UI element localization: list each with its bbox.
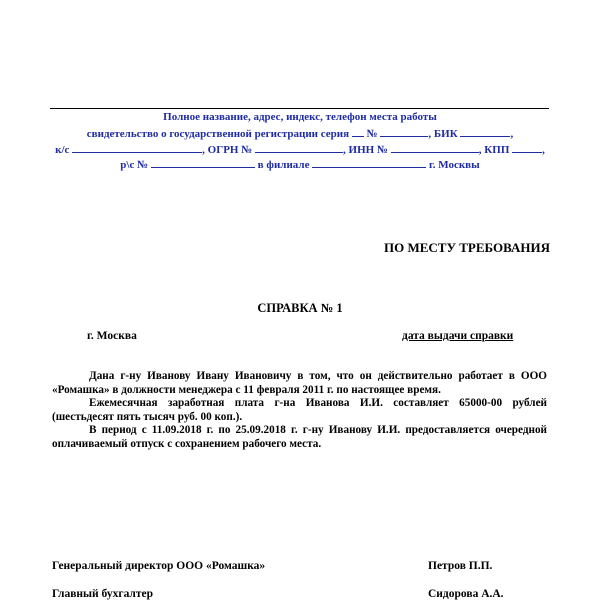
director-title: Генеральный директор ООО «Ромашка» [52, 560, 266, 572]
kpp-blank [512, 142, 542, 153]
bik-label: БИК [433, 128, 458, 140]
kpp-label: КПП [484, 144, 510, 156]
branch-city: г. Москвы [428, 159, 480, 171]
document-title: СПРАВКА № 1 [257, 301, 343, 315]
body-paragraph-salary: Ежемесячная заработная плата г-на Иванова И.И. составляет 65000-00 рублей (шестьдесят пять тысяч руб. 00 коп.). [52, 397, 547, 423]
addressee: ПО МЕСТУ ТРЕБОВАНИЯ [384, 240, 551, 255]
rs-label: р\с № [120, 159, 149, 171]
issue-date: дата выдачи справки [402, 330, 514, 342]
ks-blank [72, 142, 202, 153]
place-of-issue: г. Москва [87, 330, 137, 342]
letterhead-registration-line: свидетельство о государственной регистрации серия № , БИК , [86, 128, 514, 140]
series-blank [352, 126, 364, 137]
letterhead-accounts-line: к/с , ОГРН № , ИНН № , КПП , [55, 144, 545, 156]
inn-label: ИНН № [348, 144, 389, 156]
letterhead-top-rule [50, 108, 549, 109]
cert-no-blank [380, 126, 428, 137]
branch-label: в филиале [257, 159, 310, 171]
cert-label: свидетельство о государственной регистрации серия [86, 128, 350, 140]
director-name: Петров П.П. [428, 560, 493, 572]
letterhead-title: Полное название, адрес, индекс, телефон места работы [163, 111, 437, 123]
ks-label: к/с [55, 144, 70, 156]
accountant-name: Сидорова А.А. [428, 588, 504, 600]
branch-blank [312, 157, 426, 168]
ogrn-blank [255, 142, 343, 153]
letterhead-bank-line [0, 157, 600, 172]
body-paragraph-vacation: В период с 11.09.2018 г. по 25.09.2018 г. г-ну Иванову И.И. предоставляется очередной оплачиваемый отпуск с сохранением рабочего места. [52, 424, 547, 450]
rs-blank [151, 157, 255, 168]
body-paragraph-employment: Дана г-ну Иванову Ивану Ивановичу в том, что он действительно работает в ООО «Ромашка» в должности менеджера с 11 февраля 2011 г. по настоящее время. [52, 370, 547, 396]
inn-blank [391, 142, 479, 153]
bik-blank [460, 126, 510, 137]
certificate-body [52, 370, 547, 451]
ogrn-label: ОГРН № [207, 144, 253, 156]
accountant-title: Главный бухгалтер [52, 588, 154, 600]
cert-no-label: № [366, 128, 378, 140]
